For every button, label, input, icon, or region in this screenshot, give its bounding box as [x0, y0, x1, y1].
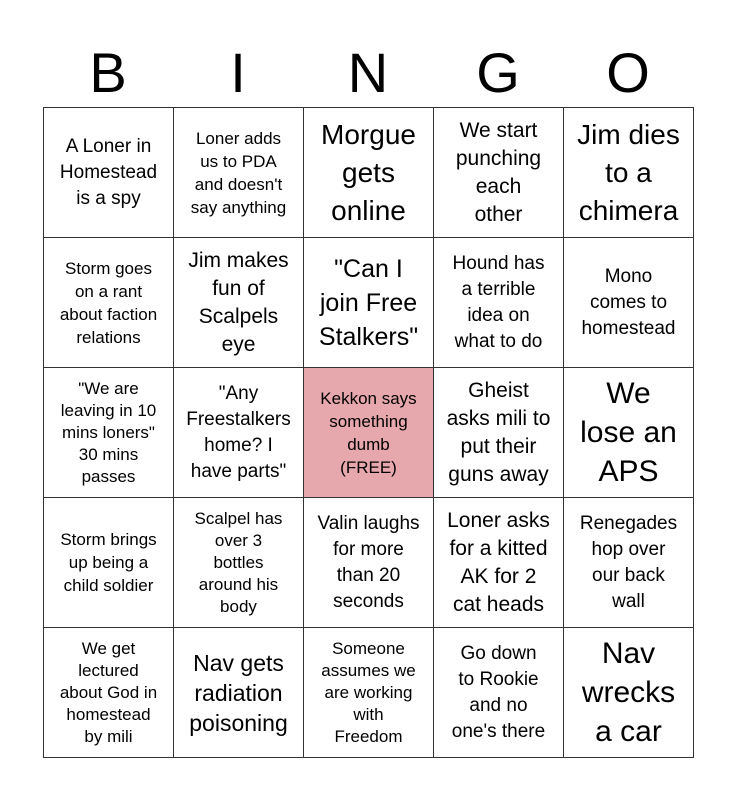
bingo-cell[interactable] [44, 108, 174, 238]
cell-text: Mono comes to homestead [581, 265, 676, 339]
bingo-cell[interactable] [44, 238, 174, 368]
bingo-cell-free[interactable] [304, 368, 434, 498]
cell-text: "We are leaving in 10 mins loners" 30 mins passes [60, 378, 157, 486]
bingo-cell[interactable] [564, 238, 694, 368]
bingo-cell[interactable] [174, 238, 304, 368]
cell-text: Storm brings up being a child soldier [60, 530, 157, 595]
bingo-cell[interactable] [434, 628, 564, 758]
bingo-header [43, 40, 693, 106]
bingo-cell[interactable] [174, 498, 304, 628]
bingo-cell[interactable] [304, 238, 434, 368]
bingo-cell[interactable] [174, 368, 304, 498]
cell-text: We get lectured about God in homestead by mili [59, 638, 158, 746]
cell-text: We start punching each other [455, 118, 542, 226]
bingo-cell[interactable] [564, 108, 694, 238]
header-letter-g: G [476, 41, 520, 104]
cell-text: We lose an APS [580, 377, 677, 488]
cell-text: "Any Freestalkers home? I have parts" [186, 382, 291, 482]
cell-text: Jim dies to a chimera [577, 118, 680, 226]
cell-text: Kekkon says something dumb (FREE) [320, 388, 417, 477]
cell-text: A Loner in Homestead is a spy [59, 135, 158, 209]
bingo-cell[interactable] [304, 498, 434, 628]
bingo-cell[interactable] [564, 628, 694, 758]
bingo-cell[interactable] [564, 498, 694, 628]
cell-text: Hound has a terrible idea on what to do [452, 252, 545, 352]
bingo-cell[interactable] [434, 238, 564, 368]
header-letter-n: N [347, 41, 389, 104]
bingo-cell[interactable] [44, 368, 174, 498]
bingo-cell[interactable] [174, 628, 304, 758]
cell-text: Someone assumes we are working with Freedom [321, 638, 416, 746]
bingo-cell[interactable] [434, 368, 564, 498]
cell-text: Renegades hop over our back wall [579, 512, 678, 612]
bingo-cell[interactable] [304, 108, 434, 238]
bingo-cell[interactable] [434, 108, 564, 238]
header-letter-i: I [230, 41, 246, 104]
bingo-cell[interactable] [564, 368, 694, 498]
bingo-cell[interactable] [174, 108, 304, 238]
cell-text: "Can I join Free Stalkers" [318, 254, 419, 351]
bingo-board [43, 107, 694, 758]
cell-text: Loner adds us to PDA and doesn't say anything [190, 128, 287, 217]
cell-text: Go down to Rookie and no one's there [451, 642, 546, 742]
header-letter-o: O [606, 41, 650, 104]
cell-text: Nav gets radiation poisoning [189, 649, 288, 736]
bingo-cell[interactable] [304, 628, 434, 758]
cell-text: Storm goes on a rant about faction relations [59, 258, 158, 347]
bingo-cell[interactable] [434, 498, 564, 628]
bingo-cell[interactable] [44, 498, 174, 628]
cell-text: Gheist asks mili to put their guns away [446, 378, 551, 486]
header-letter-b: B [89, 41, 127, 104]
cell-text: Nav wrecks a car [581, 637, 676, 748]
cell-text: Loner asks for a kitted AK for 2 cat heads [447, 508, 550, 616]
bingo-cell[interactable] [44, 628, 174, 758]
cell-text: Scalpel has over 3 bottles around his body [194, 508, 283, 616]
cell-text: Jim makes fun of Scalpels eye [188, 248, 289, 356]
cell-text: Valin laughs for more than 20 seconds [317, 512, 420, 612]
cell-text: Morgue gets online [321, 118, 416, 226]
